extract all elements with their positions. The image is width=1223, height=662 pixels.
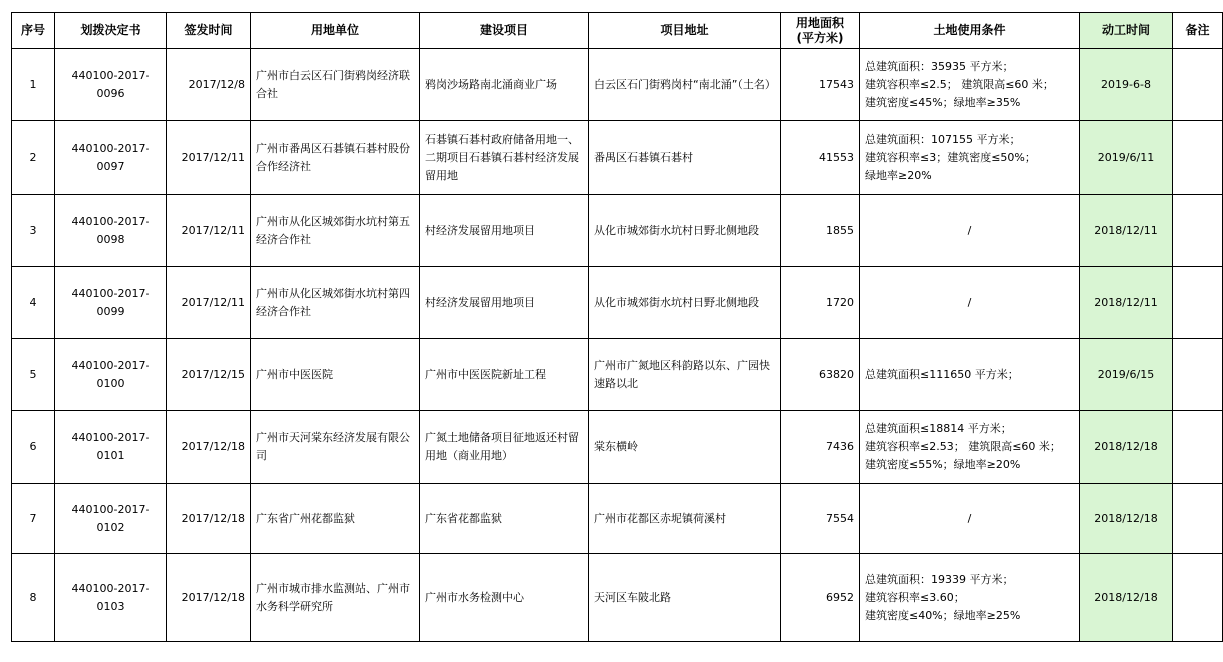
construction-project-cell: 广州市中医医院新址工程 (420, 339, 589, 411)
construction-project-cell: 广氮土地储备项目征地返还村留用地（商业用地） (420, 411, 589, 484)
row-number-cell: 8 (12, 554, 55, 642)
issue-date-cell: 2017/12/11 (167, 121, 251, 195)
row-number-cell: 4 (12, 267, 55, 339)
remark-cell (1173, 121, 1223, 195)
construction-project-cell: 鸦岗沙场路南北涌商业广场 (420, 49, 589, 121)
start-date-cell: 2018/12/11 (1080, 195, 1173, 267)
land-allocation-table (11, 12, 1223, 642)
issue-date-cell: 2017/12/11 (167, 195, 251, 267)
remark-cell (1173, 49, 1223, 121)
issue-date-cell: 2017/12/18 (167, 554, 251, 642)
header-issue-date: 签发时间 (167, 13, 251, 49)
land-area-cell: 6952 (781, 554, 860, 642)
decision-number-cell: 440100-2017-0099 (55, 267, 167, 339)
table-row (12, 121, 1223, 195)
land-user-unit-cell: 广州市城市排水监测站、广州市水务科学研究所 (251, 554, 420, 642)
header-conditions: 土地使用条件 (860, 13, 1080, 49)
remark-cell (1173, 267, 1223, 339)
construction-project-cell: 村经济发展留用地项目 (420, 267, 589, 339)
decision-number-cell: 440100-2017-0102 (55, 484, 167, 554)
land-use-conditions-cell: 总建筑面积≤18814 平方米； 建筑容积率≤2.53； 建筑限高≤60 米； 建筑密度≤55%；绿地率≥20% (860, 411, 1080, 484)
start-date-cell: 2018/12/18 (1080, 554, 1173, 642)
land-user-unit-cell: 广州市从化区城郊街水坑村第四经济合作社 (251, 267, 420, 339)
decision-number-cell: 440100-2017-0103 (55, 554, 167, 642)
remark-cell (1173, 411, 1223, 484)
land-use-conditions-cell: 总建筑面积≤111650 平方米； (860, 339, 1080, 411)
project-address-cell: 广州市花都区赤坭镇荷溪村 (589, 484, 781, 554)
decision-number-cell: 440100-2017-0096 (55, 49, 167, 121)
table-row (12, 195, 1223, 267)
land-use-conditions-cell: 总建筑面积：107155 平方米； 建筑容积率≤3；建筑密度≤50%； 绿地率≥20% (860, 121, 1080, 195)
construction-project-cell: 广东省花都监狱 (420, 484, 589, 554)
issue-date-cell: 2017/12/18 (167, 484, 251, 554)
land-area-cell: 17543 (781, 49, 860, 121)
issue-date-cell: 2017/12/11 (167, 267, 251, 339)
header-start-date: 动工时间 (1080, 13, 1173, 49)
project-address-cell: 番禺区石碁镇石碁村 (589, 121, 781, 195)
start-date-cell: 2019/6/15 (1080, 339, 1173, 411)
project-address-cell: 从化市城郊街水坑村日野北侧地段 (589, 267, 781, 339)
row-number-cell: 2 (12, 121, 55, 195)
header-decision: 划拨决定书 (55, 13, 167, 49)
row-number-cell: 6 (12, 411, 55, 484)
remark-cell (1173, 554, 1223, 642)
land-area-cell: 7554 (781, 484, 860, 554)
construction-project-cell: 村经济发展留用地项目 (420, 195, 589, 267)
land-user-unit-cell: 广州市白云区石门街鸦岗经济联合社 (251, 49, 420, 121)
land-user-unit-cell: 广州市番禺区石碁镇石碁村股份合作经济社 (251, 121, 420, 195)
row-number-cell: 5 (12, 339, 55, 411)
issue-date-cell: 2017/12/18 (167, 411, 251, 484)
header-address: 项目地址 (589, 13, 781, 49)
table-row (12, 267, 1223, 339)
start-date-cell: 2019/6/11 (1080, 121, 1173, 195)
header-remark: 备注 (1173, 13, 1223, 49)
land-use-conditions-cell: 总建筑面积：19339 平方米； 建筑容积率≤3.60； 建筑密度≤40%；绿地率≥25% (860, 554, 1080, 642)
construction-project-cell: 石碁镇石碁村政府储备用地一、二期项目石碁镇石碁村经济发展留用地 (420, 121, 589, 195)
row-number-cell: 3 (12, 195, 55, 267)
remark-cell (1173, 484, 1223, 554)
land-area-cell: 41553 (781, 121, 860, 195)
row-number-cell: 7 (12, 484, 55, 554)
decision-number-cell: 440100-2017-0100 (55, 339, 167, 411)
land-use-conditions-cell: / (860, 484, 1080, 554)
project-address-cell: 从化市城郊街水坑村日野北侧地段 (589, 195, 781, 267)
land-area-cell: 1855 (781, 195, 860, 267)
start-date-cell: 2018/12/18 (1080, 484, 1173, 554)
header-unit: 用地单位 (251, 13, 420, 49)
project-address-cell: 广州市广氮地区科韵路以东、广园快速路以北 (589, 339, 781, 411)
header-row (12, 13, 1223, 49)
table-row (12, 484, 1223, 554)
header-project: 建设项目 (420, 13, 589, 49)
decision-number-cell: 440100-2017-0098 (55, 195, 167, 267)
land-user-unit-cell: 广州市天河棠东经济发展有限公司 (251, 411, 420, 484)
table-row (12, 411, 1223, 484)
construction-project-cell: 广州市水务检测中心 (420, 554, 589, 642)
table-row (12, 554, 1223, 642)
start-date-cell: 2018/12/11 (1080, 267, 1173, 339)
table-row (12, 49, 1223, 121)
table-row (12, 339, 1223, 411)
land-use-conditions-cell: / (860, 267, 1080, 339)
decision-number-cell: 440100-2017-0097 (55, 121, 167, 195)
land-area-cell: 63820 (781, 339, 860, 411)
row-number-cell: 1 (12, 49, 55, 121)
start-date-cell: 2018/12/18 (1080, 411, 1173, 484)
issue-date-cell: 2017/12/15 (167, 339, 251, 411)
header-no: 序号 (12, 13, 55, 49)
header-area: 用地面积 (平方米) (781, 13, 860, 49)
decision-number-cell: 440100-2017-0101 (55, 411, 167, 484)
project-address-cell: 天河区车陂北路 (589, 554, 781, 642)
project-address-cell: 白云区石门街鸦岗村“南北涌”（土名） (589, 49, 781, 121)
land-user-unit-cell: 广州市中医医院 (251, 339, 420, 411)
land-user-unit-cell: 广州市从化区城郊街水坑村第五经济合作社 (251, 195, 420, 267)
start-date-cell: 2019-6-8 (1080, 49, 1173, 121)
remark-cell (1173, 195, 1223, 267)
remark-cell (1173, 339, 1223, 411)
issue-date-cell: 2017/12/8 (167, 49, 251, 121)
project-address-cell: 棠东横岭 (589, 411, 781, 484)
land-use-conditions-cell: 总建筑面积：35935 平方米； 建筑容积率≤2.5； 建筑限高≤60 米； 建筑密度≤45%；绿地率≥35% (860, 49, 1080, 121)
land-user-unit-cell: 广东省广州花都监狱 (251, 484, 420, 554)
land-area-cell: 1720 (781, 267, 860, 339)
land-use-conditions-cell: / (860, 195, 1080, 267)
land-area-cell: 7436 (781, 411, 860, 484)
